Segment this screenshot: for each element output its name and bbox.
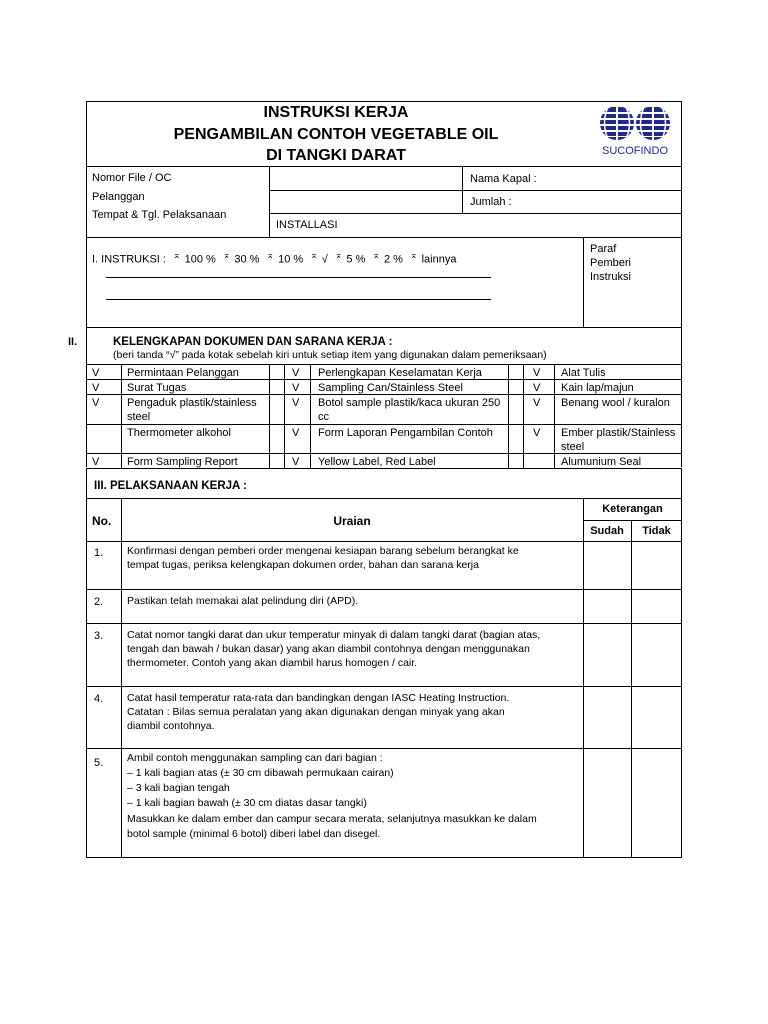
item-yellow-label: Yellow Label, Red Label	[318, 456, 436, 468]
row-3-no: 3.	[94, 630, 104, 642]
row-3-line-1: Catat nomor tangki darat dan ukur temperatur minyak di dalam tangki darat (bagian atas,	[127, 629, 541, 641]
jumlah-label: Jumlah :	[470, 196, 512, 208]
section-2-note: (beri tanda “√” pada kotak sebelah kiri untuk setiap item yang digunakan dalam pemeriksaan)	[113, 349, 547, 361]
item-benang-wool: Benang wool / kuralon	[561, 397, 670, 409]
pelanggan-label: Pelanggan	[92, 191, 145, 203]
checkbox-icon[interactable]: ⌅	[334, 250, 343, 260]
tidak-header: Tidak	[642, 525, 671, 537]
title-line-1: INSTRUKSI KERJA	[263, 104, 409, 121]
row-1-no: 1.	[94, 547, 104, 559]
nomor-file-label: Nomor File / OC	[92, 172, 172, 184]
row-5-line-2: – 1 kali bagian atas (± 30 cm dibawah permukaan cairan)	[127, 767, 394, 779]
item-pengaduk: Pengaduk plastik/stainless steel	[127, 397, 257, 423]
row-4-line-2: Catatan : Bilas semua peralatan yang akan digunakan dengan minyak yang akan	[127, 706, 505, 718]
option-lainnya: lainnya	[421, 253, 457, 266]
section-2-title: KELENGKAPAN DOKUMEN DAN SARANA KERJA :	[113, 336, 393, 348]
option-10: 10 %	[278, 253, 304, 266]
sudah-header: Sudah	[590, 525, 624, 537]
row-1-line-1: Konfirmasi dengan pemberi order mengenai kesiapan barang sebelum berangkat ke	[127, 545, 519, 557]
instruksi-row	[92, 248, 456, 267]
item-botol-sample: Botol sample plastik/kaca ukuran 250 cc	[318, 397, 501, 423]
globe-logo-icon	[592, 104, 678, 144]
instruksi-paraf-label: Instruksi	[590, 271, 631, 283]
row-5-line-5: Masukkan ke dalam ember dan campur secara merata, selanjutnya masukkan ke dalam	[127, 813, 537, 825]
title-line-3: DI TANGKI DARAT	[266, 147, 406, 164]
check-col2-4[interactable]: V	[292, 427, 300, 439]
item-form-sampling: Form Sampling Report	[127, 456, 238, 468]
section-2-roman: II.	[68, 336, 78, 348]
title-line-2: PENGAMBILAN CONTOH VEGETABLE OIL	[173, 126, 499, 143]
option-30: 30 %	[234, 253, 260, 266]
check-col3-4[interactable]: V	[533, 427, 541, 439]
row-4-line-1: Catat hasil temperatur rata-rata dan bandingkan dengan IASC Heating Instruction.	[127, 692, 510, 704]
check-col2-2[interactable]: V	[292, 382, 300, 394]
section-3-title: III. PELAKSANAAN KERJA :	[94, 480, 247, 492]
row-4-line-3: diambil contohnya.	[127, 720, 215, 732]
item-alumunium-seal: Alumunium Seal	[561, 456, 642, 468]
row-5-line-4: – 1 kali bagian bawah (± 30 cm diatas dasar tangki)	[127, 797, 367, 809]
item-perlengkapan: Perlengkapan Keselamatan Kerja	[318, 367, 482, 379]
row-5-line-1: Ambil contoh menggunakan sampling can dari bagian :	[127, 752, 383, 764]
item-sampling-can: Sampling Can/Stainless Steel	[318, 382, 463, 394]
instruksi-line-1[interactable]	[106, 277, 491, 278]
row-3-line-2: tengah dan bawah / bukan dasar) yang akan diambil contohnya dengan menggunakan	[127, 643, 530, 655]
pemberi-label: Pemberi	[590, 257, 631, 269]
checkbox-icon[interactable]: ⌅	[410, 250, 418, 260]
item-ember: Ember plastik/Stainless steel	[561, 427, 676, 453]
instruksi-label: I. INSTRUKSI :	[92, 253, 166, 266]
item-form-laporan: Form Laporan Pengambilan Contoh	[318, 427, 493, 439]
check-col1-2[interactable]: V	[92, 382, 100, 394]
tempat-label: Tempat & Tgl. Pelaksanaan	[92, 209, 227, 221]
checkbox-icon[interactable]: ⌅	[173, 250, 181, 260]
row-2-no: 2.	[94, 596, 104, 608]
checkbox-icon[interactable]: ⌅	[222, 250, 231, 260]
item-kain-lap: Kain lap/majun	[561, 382, 634, 394]
item-alat-tulis: Alat Tulis	[561, 367, 606, 379]
logo-text: SUCOFINDO	[602, 145, 668, 157]
row-5-line-3: – 3 kali bagian tengah	[127, 782, 230, 794]
check-col3-3[interactable]: V	[533, 397, 541, 409]
keterangan-header: Keterangan	[602, 503, 663, 515]
check-col2-3[interactable]: V	[292, 397, 300, 409]
option-2: 2 %	[384, 253, 403, 266]
check-col1-3[interactable]: V	[92, 397, 100, 409]
checkbox-icon[interactable]: ⌅	[266, 250, 275, 260]
row-1-line-2: tempat tugas, periksa kelengkapan dokumen order, bahan dan sarana kerja	[127, 559, 479, 571]
check-col1-1[interactable]: V	[92, 367, 100, 379]
row-2-line-1: Pastikan telah memakai alat pelindung diri (APD).	[127, 595, 359, 607]
checkbox-icon[interactable]: ⌅	[372, 250, 380, 260]
no-header: No.	[92, 514, 112, 528]
row-5-line-6: botol sample (minimal 6 botol) diberi label dan disegel.	[127, 828, 381, 840]
check-col3-2[interactable]: V	[533, 382, 541, 394]
row-3-line-3: thermometer. Contoh yang akan diambil harus homogen / cair.	[127, 657, 418, 669]
check-col3-1[interactable]: V	[533, 367, 541, 379]
item-thermometer: Thermometer alkohol	[127, 427, 231, 439]
instruksi-line-2[interactable]	[106, 299, 491, 300]
check-col2-1[interactable]: V	[292, 367, 300, 379]
uraian-header: Uraian	[333, 514, 371, 528]
nama-kapal-label: Nama Kapal :	[470, 173, 537, 185]
option-check: √	[321, 253, 328, 266]
checkbox-icon[interactable]: ⌅	[310, 250, 318, 260]
paraf-label: Paraf	[590, 243, 617, 255]
option-100: 100 %	[184, 253, 216, 266]
item-surat-tugas: Surat Tugas	[127, 382, 187, 394]
item-permintaan: Permintaan Pelanggan	[127, 367, 239, 379]
check-col2-5[interactable]: V	[292, 456, 300, 468]
row-4-no: 4.	[94, 693, 104, 705]
option-5: 5 %	[346, 253, 366, 266]
row-5-no: 5.	[94, 757, 104, 769]
installasi-value: INSTALLASI	[276, 219, 338, 231]
sucofindo-logo	[592, 104, 678, 160]
check-col1-5[interactable]: V	[92, 456, 100, 468]
